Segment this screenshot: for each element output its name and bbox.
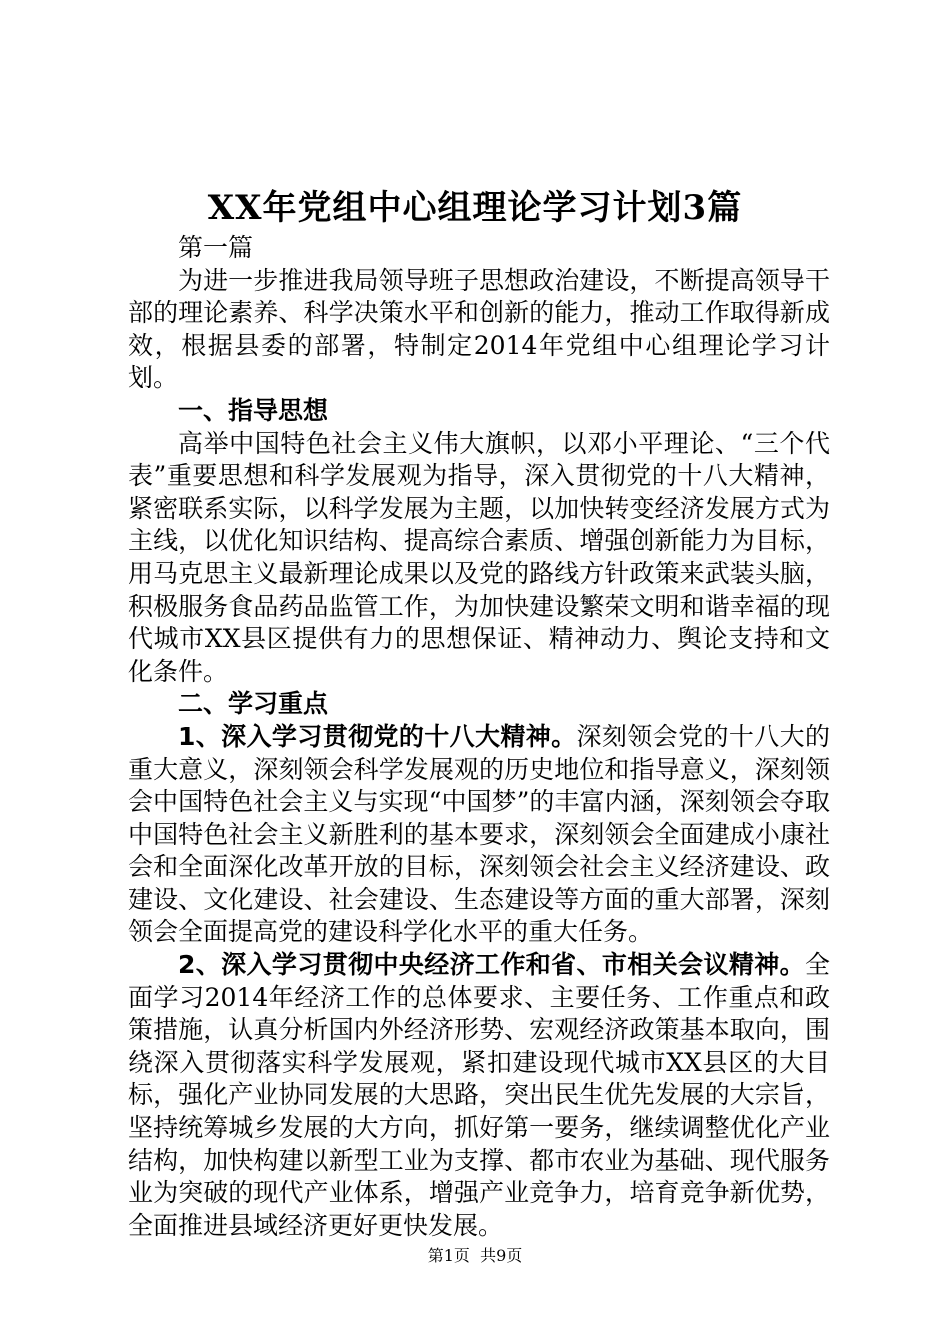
document-title: XX年党组中心组理论学习计划3篇	[207, 188, 743, 228]
study-point-2	[128, 949, 830, 1242]
study-point-1-text: 深刻领会党的十八大的重大意义，深刻领会科学发展观的历史地位和指导意义，深刻领会中国特色社会主义与实现“中国梦”的丰富内涵，深刻领会夺取中国特色社会主义新胜利的基本要求，深刻领会全面建成小康社会和全面深化改革开放的目标，深刻领会社会主义经济建设、政建设、文化建设、社会建设、生态建设等方面的重大部署，深刻领会全面提高党的建设科学化水平的重大任务。	[128, 721, 830, 947]
study-point-2-lead: 2、深入学习贯彻中央经济工作和省、市相关会议精神。	[178, 950, 805, 980]
page-footer: 第1页 共9页	[427, 1246, 523, 1265]
heading-guiding-thought: 一、指导思想	[178, 395, 329, 425]
study-point-1-lead: 1、深入学习贯彻党的十八大精神。	[178, 721, 577, 751]
document-body	[128, 232, 830, 1242]
study-point-1	[128, 721, 830, 949]
section-label: 第一篇	[178, 233, 254, 262]
intro-paragraph: 为进一步推进我局领导班子思想政治建设，不断提高领导干部的理论素养、科学决策水平和创新的能力，推动工作取得新成效，根据县委的部署，特制定2014年党组中心组理论学习计划。	[128, 265, 830, 393]
heading-study-focus: 二、学习重点	[178, 689, 329, 719]
study-point-2-text: 全面学习2014年经济工作的总体要求、主要任务、工作重点和政策措施，认真分析国内外经济形势、宏观经济政策基本取向，围绕深入贯彻落实科学发展观，紧扣建设现代城市XX县区的大目标，强化产业协同发展的大思路，突出民生优先发展的大宗旨，坚持统筹城乡发展的大方向，抓好第一要务，继续调整优化产业结构，加快构建以新型工业为支撑、都市农业为基础、现代服务业为突破的现代产业体系，增强产业竞争力，培育竞争新优势，全面推进县域经济更好更快发展。	[128, 950, 830, 1240]
guiding-thought-paragraph: 高举中国特色社会主义伟大旗帜，以邓小平理论、“三个代表”重要思想和科学发展观为指导，深入贯彻党的十八大精神，紧密联系实际，以科学发展为主题，以加快转变经济发展方式为主线，以优化知识结构、提高综合素质、增强创新能力为目标，用马克思主义最新理论成果以及党的路线方针政策来武装头脑，积极服务食品药品监管工作，为加快建设繁荣文明和谐幸福的现代城市XX县区提供有力的思想保证、精神动力、舆论支持和文化条件。	[128, 428, 830, 686]
